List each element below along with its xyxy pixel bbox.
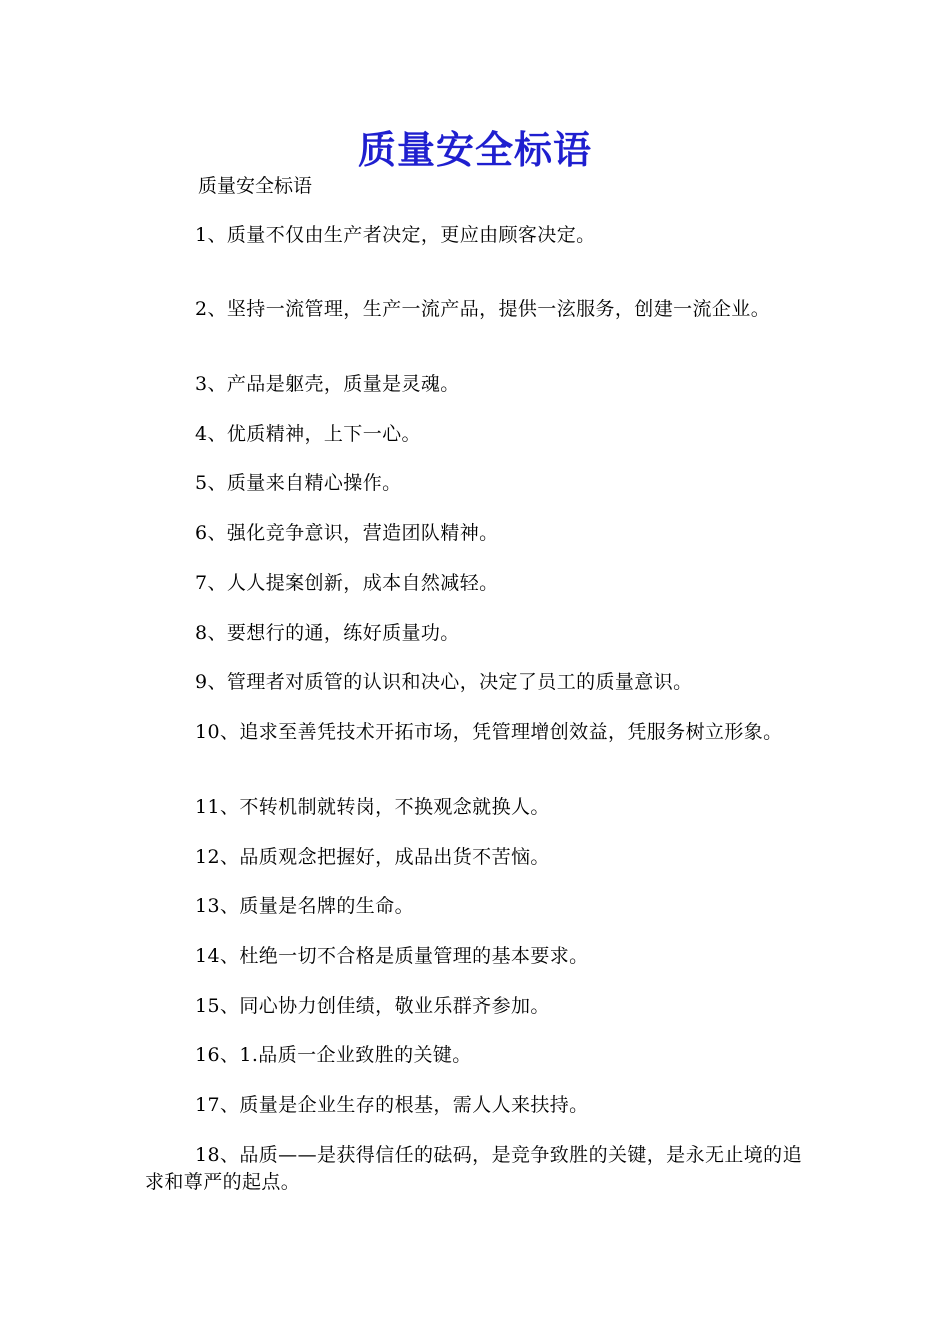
slogan-item-11: 11、不转机制就转岗，不换观念就换人。 [195, 796, 550, 818]
slogan-item-9: 9、管理者对质管的认识和决心，决定了员工的质量意识。 [195, 671, 693, 693]
slogan-item-10: 10、追求至善凭技术开拓市场，凭管理增创效益，凭服务树立形象。 [195, 721, 783, 743]
document-title: 质量安全标语 [357, 127, 592, 172]
slogan-item-12: 12、品质观念把握好，成品出货不苦恼。 [195, 846, 550, 868]
document-subtitle: 质量安全标语 [198, 175, 313, 197]
slogan-item-18: 18、品质——是获得信任的砝码，是竞争致胜的关键，是永无止境的追求和尊严的起点。 [145, 1144, 802, 1193]
slogan-item-16: 16、1.品质一企业致胜的关键。 [195, 1044, 472, 1066]
slogan-item-14: 14、杜绝一切不合格是质量管理的基本要求。 [195, 945, 589, 967]
slogan-item-1: 1、质量不仅由生产者决定，更应由顾客决定。 [195, 224, 596, 246]
slogan-item-8: 8、要想行的通，练好质量功。 [195, 622, 460, 644]
slogan-item-5: 5、质量来自精心操作。 [195, 472, 402, 494]
slogan-item-13: 13、质量是名牌的生命。 [195, 895, 414, 917]
slogan-item-3: 3、产品是躯壳，质量是灵魂。 [195, 373, 460, 395]
slogan-item-2: 2、坚持一流管理，生产一流产品，提供一泫服务，创建一流企业。 [195, 298, 771, 320]
slogan-item-15: 15、同心协力创佳绩，敬业乐群齐参加。 [195, 995, 550, 1017]
slogan-item-4: 4、优质精神，上下一心。 [195, 423, 421, 445]
slogan-item-7: 7、人人提案创新，成本自然减轻。 [195, 572, 499, 594]
slogan-item-6: 6、强化竞争意识，营造团队精神。 [195, 522, 499, 544]
slogan-item-17: 17、质量是企业生存的根基，需人人来扶持。 [195, 1094, 589, 1116]
